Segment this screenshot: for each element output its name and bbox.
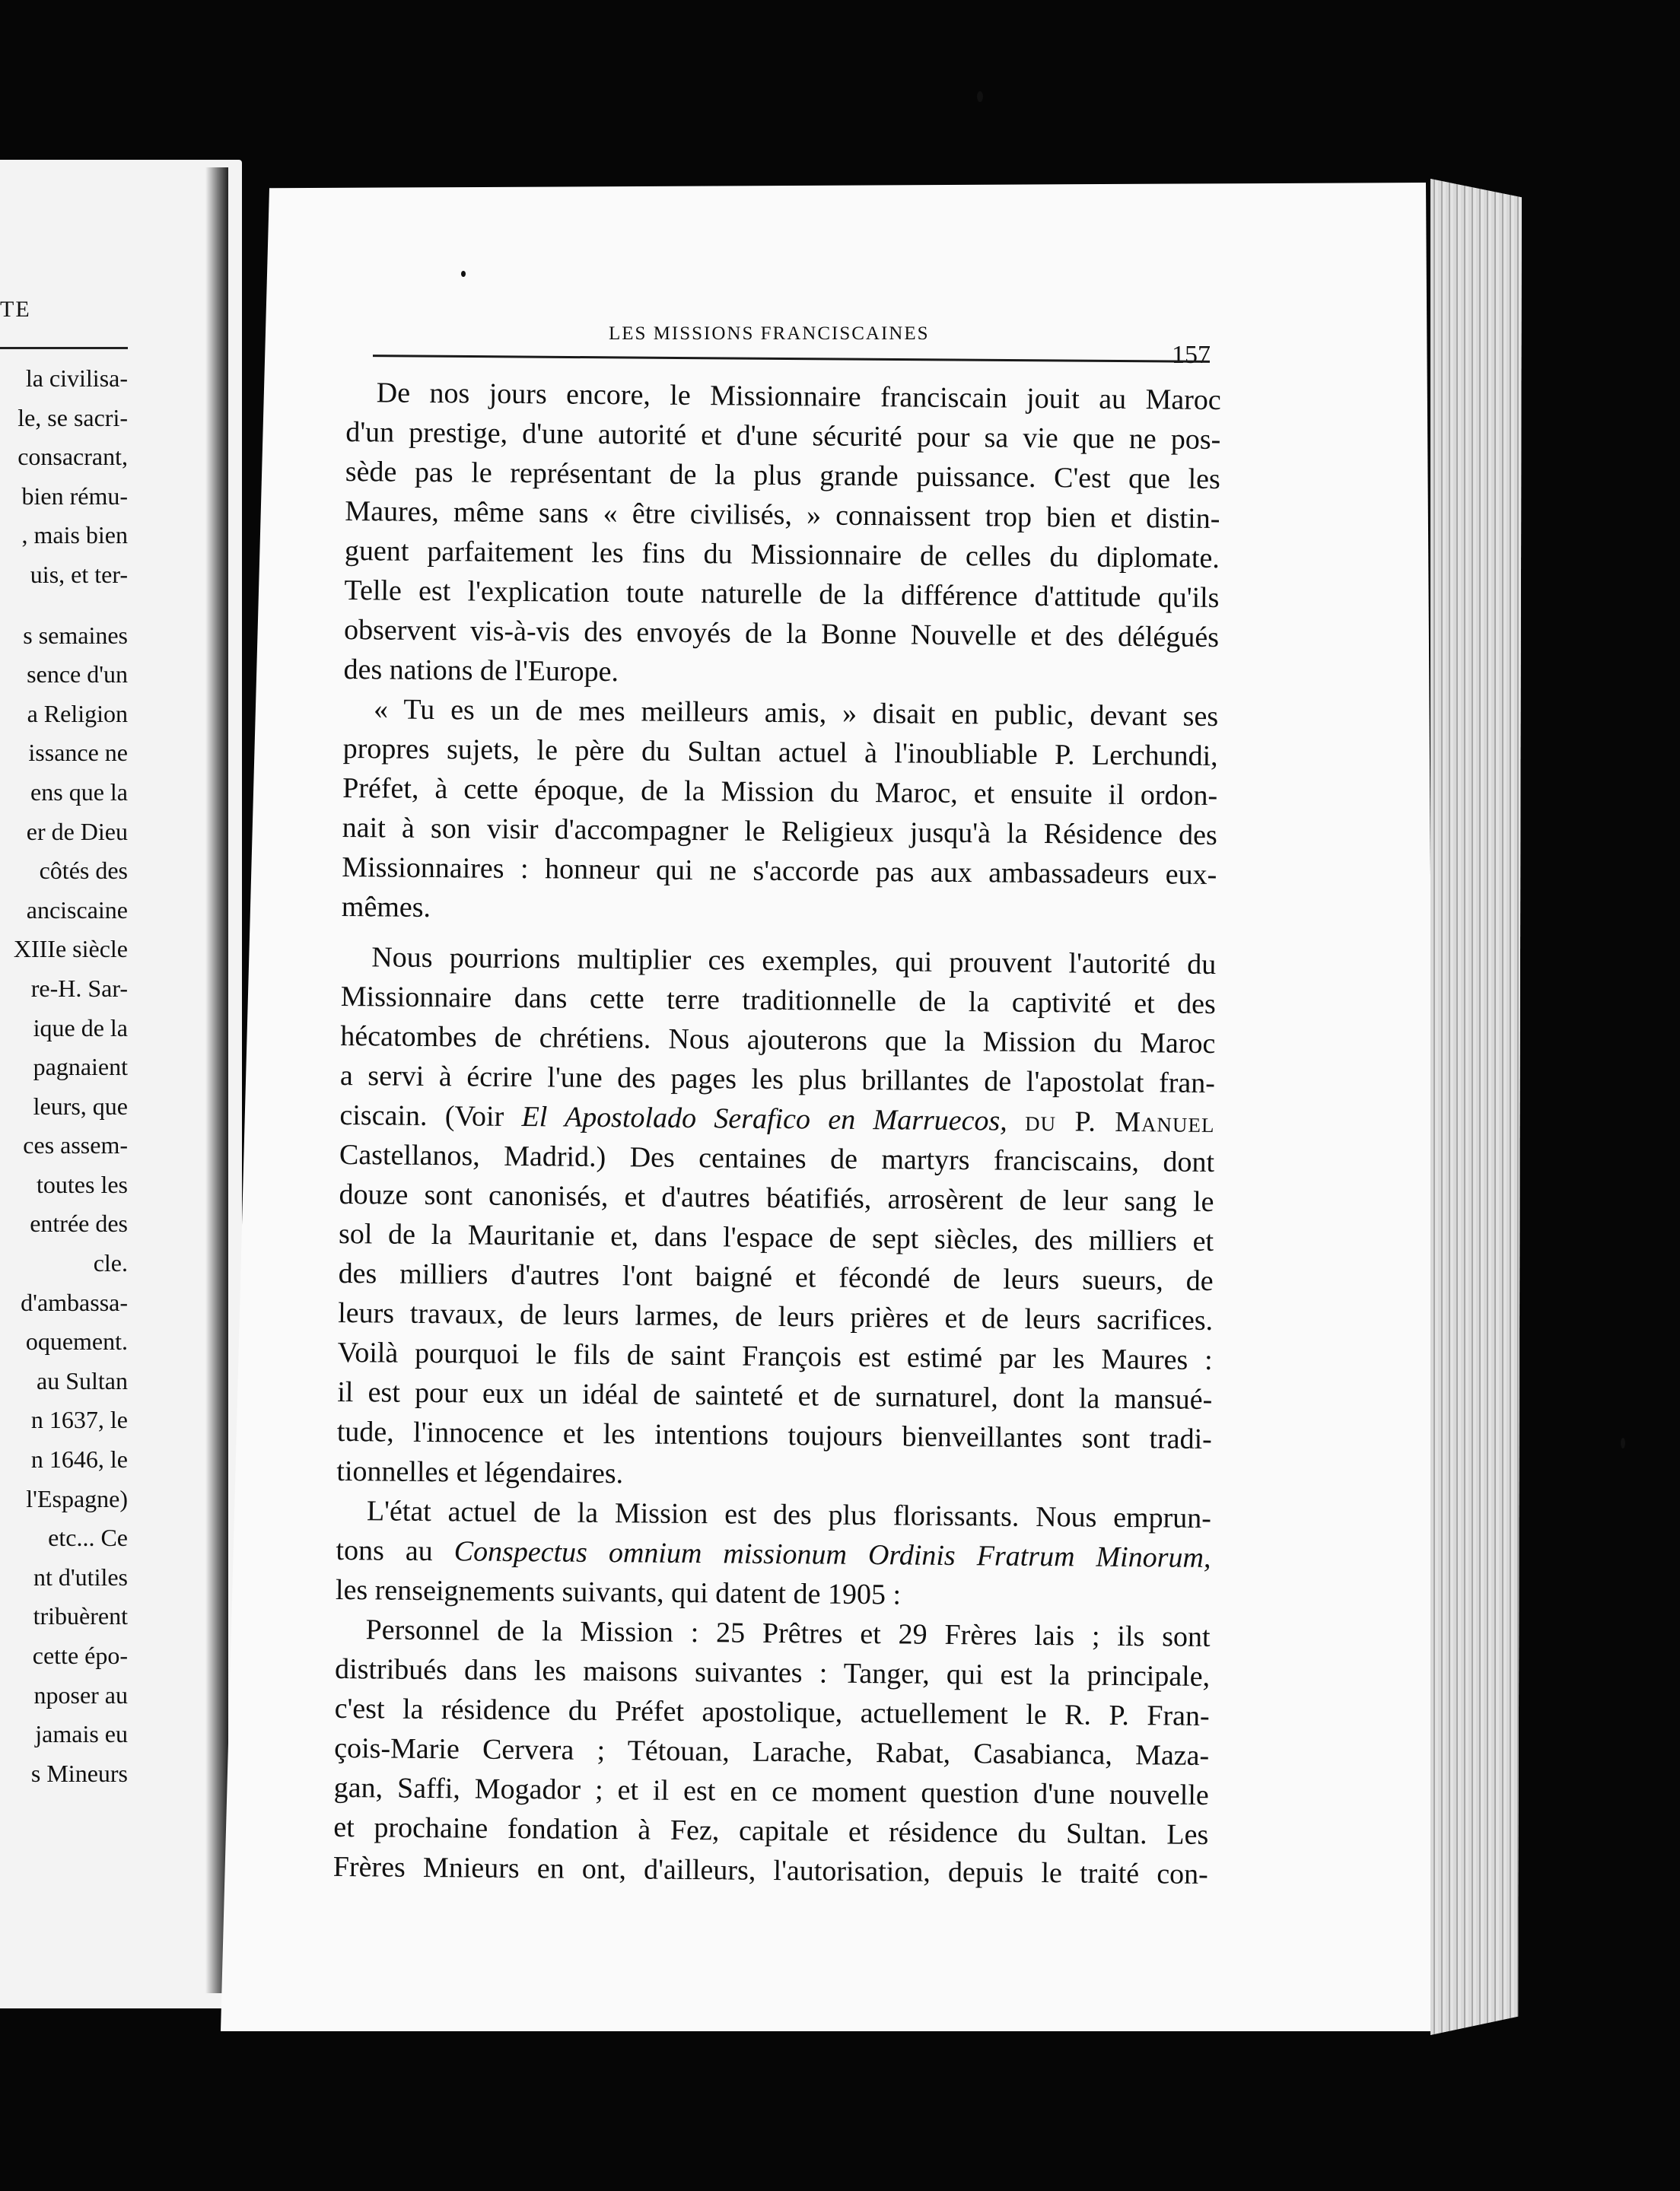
text-line: oquement. bbox=[25, 1328, 128, 1356]
text-line: s semaines bbox=[23, 621, 128, 649]
text-line: mêmes. bbox=[341, 890, 431, 924]
text-line: De nos jours encore, le Missionnaire franciscain jouit au Maroc bbox=[376, 377, 1221, 417]
text-line: pagnaient bbox=[33, 1053, 128, 1081]
text-line: toutes les bbox=[37, 1170, 128, 1198]
text-line: nt d'utiles bbox=[33, 1563, 128, 1591]
author-name: du P. Manuel bbox=[1024, 1105, 1215, 1139]
text-line: çois-Marie Cervera ; Tétouan, Larache, Rabat, Casabianca, Maza- bbox=[334, 1731, 1210, 1772]
text-line: d'un prestige, d'une autorité et d'une sécurité pour sa vie que ne pos- bbox=[345, 415, 1221, 456]
text-line: les renseignements suivants, qui datent de 1905 : bbox=[335, 1573, 902, 1611]
text-line: Personnel de la Mission : 25 Prêtres et 29 Frères lais ; ils sont bbox=[365, 1614, 1211, 1653]
text-line: Frères Mnieurs en ont, d'ailleurs, l'autorisation, depuis le traité con- bbox=[332, 1850, 1209, 1890]
text-line: tribuèrent bbox=[33, 1602, 128, 1630]
text-line: Voilà pourquoi le fils de saint François est estimé par les Maures : bbox=[337, 1336, 1213, 1376]
text-line: Castellanos, Madrid.) Des centaines de martyrs franciscains, dont bbox=[339, 1138, 1215, 1178]
text-line: nposer au bbox=[33, 1681, 128, 1709]
text-line: a Religion bbox=[27, 699, 128, 727]
text-line: n 1646, le bbox=[30, 1445, 128, 1474]
text-line: gan, Saffi, Mogador ; et il est en ce moment question d'une nouvelle bbox=[333, 1771, 1209, 1811]
text-line: la civilisa- bbox=[25, 364, 128, 392]
page-number: 157 bbox=[1172, 341, 1211, 369]
text-line: sol de la Mauritanie et, dans l'espace de sept siècles, des milliers et bbox=[338, 1217, 1214, 1258]
text-line: Missionnaire dans cette terre traditionnelle de la captivité et des bbox=[340, 980, 1216, 1021]
dust-speck bbox=[977, 91, 983, 102]
text-line: l'Espagne) bbox=[26, 1484, 128, 1512]
dust-speck bbox=[1621, 1438, 1625, 1448]
text-line: au Sultan bbox=[37, 1366, 128, 1394]
text-line: côtés des bbox=[39, 857, 128, 885]
text-line: douze sont canonisés, et d'autres béatifiés, arrosèrent de leur sang le bbox=[339, 1178, 1214, 1218]
text-line: distribués dans les maisons suivantes : Tanger, qui est la principale, bbox=[334, 1652, 1211, 1693]
left-running-head: TE bbox=[0, 297, 31, 322]
text-line: a servi à écrire l'une des pages les plus brillantes de l'apostolat fran- bbox=[339, 1059, 1216, 1099]
text-line: d'ambassa- bbox=[21, 1288, 128, 1316]
text-line: Telle est l'explication toute naturelle de la différence d'attitude qu'ils bbox=[344, 574, 1220, 615]
text-line: bien rému- bbox=[21, 482, 128, 510]
text-line: ens que la bbox=[30, 778, 128, 806]
body-text bbox=[333, 373, 1221, 1894]
text-line: il est pour eux un idéal de sainteté et de surnaturel, dont la mansué- bbox=[337, 1375, 1213, 1416]
text-line: tionnelles et légendaires. bbox=[336, 1455, 624, 1490]
title-lead: tons au bbox=[336, 1534, 433, 1568]
text-line: consacrant, bbox=[18, 443, 128, 471]
text-line: des milliers d'autres l'ont baigné et fécondé de leurs sueurs, de bbox=[338, 1257, 1214, 1297]
book-title: El Apostolado Serafico en Marruecos, bbox=[521, 1101, 1007, 1137]
text-line: c'est la résidence du Préfet apostolique, actuellement le R. P. Fran- bbox=[334, 1692, 1210, 1732]
text-line: n 1637, le bbox=[30, 1406, 128, 1434]
text-line: entrée des bbox=[30, 1210, 128, 1238]
text-line: jamais eu bbox=[35, 1720, 128, 1748]
text-line: cette épo- bbox=[32, 1642, 128, 1669]
text-line: tude, l'innocence et les intentions toujours bienveillantes sont tradi- bbox=[336, 1415, 1212, 1455]
text-line: le, se sacri- bbox=[18, 403, 128, 431]
text-line: leurs, que bbox=[33, 1092, 128, 1120]
left-header-rule bbox=[0, 347, 128, 349]
left-page-text bbox=[0, 359, 128, 1793]
text-line: leurs travaux, de leurs larmes, de leurs prières et de leurs sacrifices. bbox=[338, 1296, 1214, 1337]
book-page-edges bbox=[1430, 179, 1522, 2035]
text-line: L'état actuel de la Mission est des plus florissants. Nous emprun- bbox=[366, 1495, 1212, 1534]
text-line: etc... Ce bbox=[48, 1524, 128, 1552]
text-line: Maures, même sans « être civilisés, » connaissent trop bien et distin- bbox=[345, 494, 1220, 536]
text-line: des nations de l'Europe. bbox=[343, 653, 619, 688]
text-line: XIIIe siècle bbox=[13, 935, 128, 963]
text-line: re-H. Sar- bbox=[30, 974, 128, 1002]
text-line: cle. bbox=[93, 1249, 128, 1277]
text-line: ique de la bbox=[33, 1013, 128, 1041]
text-line: uis, et ter- bbox=[30, 560, 128, 588]
conspectus-title: Conspectus omnium missionum Ordinis Fratrum Minorum, bbox=[453, 1535, 1211, 1574]
text-line: et prochaine fondation à Fez, capitale et résidence du Sultan. Les bbox=[333, 1811, 1209, 1851]
running-head: LES MISSIONS FRANCISCAINES bbox=[609, 323, 930, 344]
text-line: nait à son visir d'accompagner le Religieux jusqu'à la Résidence des bbox=[342, 811, 1217, 852]
citation-lead: ciscain. (Voir bbox=[339, 1099, 504, 1133]
text-line: ces assem- bbox=[23, 1131, 128, 1159]
text-line: s Mineurs bbox=[30, 1759, 128, 1787]
text-line: Préfet, à cette époque, de la Mission du Maroc, et ensuite il ordon- bbox=[342, 771, 1218, 812]
text-line: sence d'un bbox=[27, 660, 128, 688]
text-line: observent vis-à-vis des envoyés de la Bonne Nouvelle et des délégués bbox=[343, 613, 1220, 654]
text-line: guent parfaitement les fins du Missionnaire de celles du diplomate. bbox=[344, 534, 1220, 575]
text-line: issance ne bbox=[28, 739, 128, 767]
dust-speck bbox=[461, 271, 466, 277]
text-line: Nous pourrions multiplier ces exemples, qui prouvent l'autorité du bbox=[371, 941, 1217, 981]
text-line: sède pas le représentant de la plus grande puissance. C'est que les bbox=[345, 455, 1221, 496]
text-line: anciscaine bbox=[26, 895, 128, 924]
text-line: er de Dieu bbox=[26, 817, 128, 845]
text-line: « Tu es un de mes meilleurs amis, » disait en public, devant ses bbox=[373, 693, 1219, 733]
book-gutter bbox=[205, 167, 228, 1993]
text-line: , mais bien bbox=[21, 521, 128, 549]
text-line: Missionnaires : honneur qui ne s'accorde pas aux ambassadeurs eux- bbox=[342, 851, 1217, 892]
text-line: propres sujets, le père du Sultan actuel à l'inoubliable P. Lerchundi, bbox=[342, 732, 1218, 773]
text-line: hécatombes de chrétiens. Nous ajouterons que la Mission du Maroc bbox=[340, 1019, 1216, 1061]
